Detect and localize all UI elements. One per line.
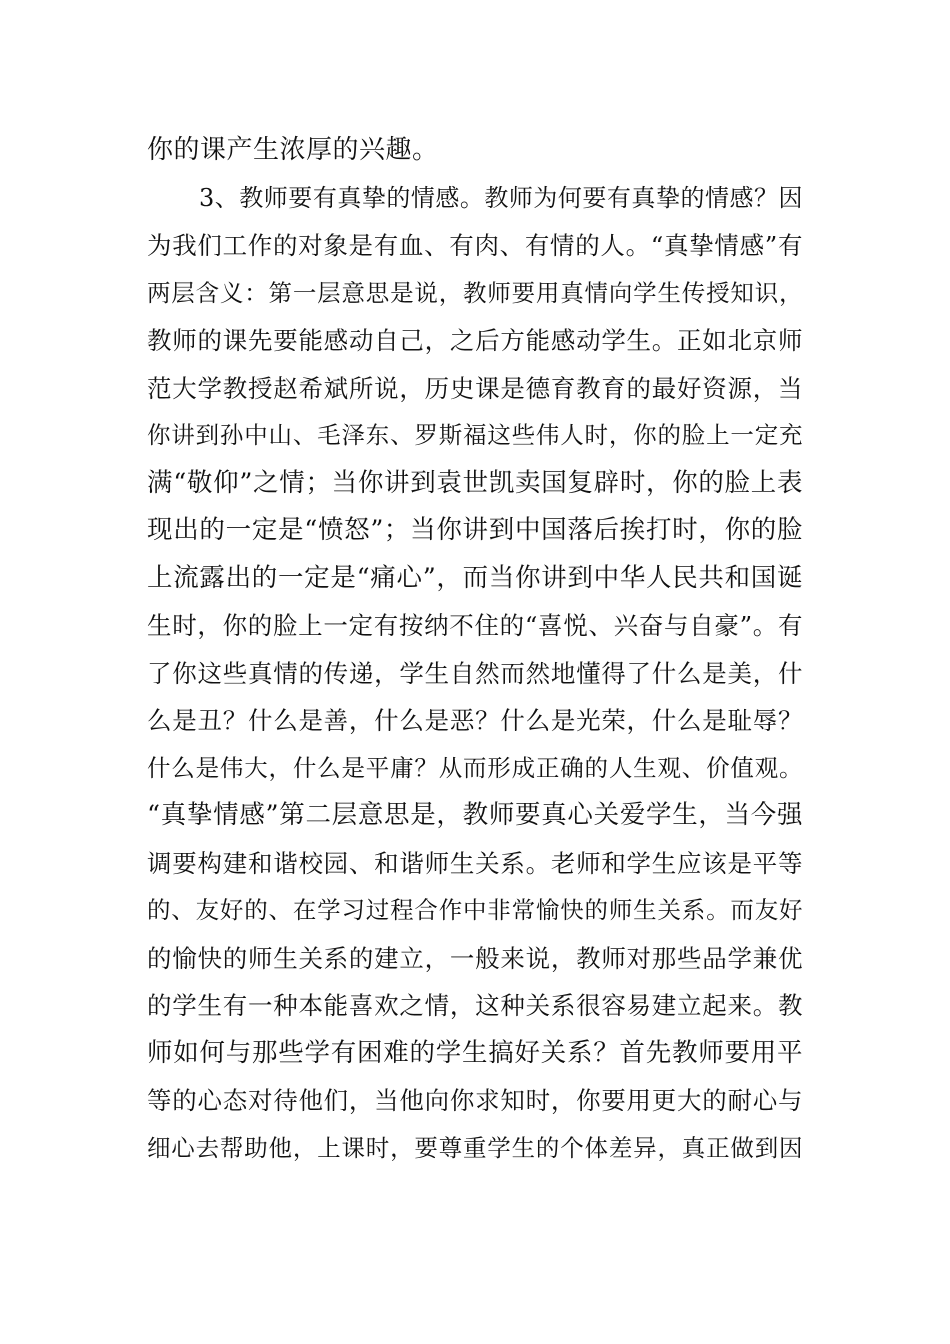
text-line: 的愉快的师生关系的建立，一般来说，教师对那些品学兼优 [147,943,803,973]
text-line: 满“敬仰”之情；当你讲到袁世凯卖国复辟时，你的脸上表 [147,467,803,498]
text-line: 师如何与那些学有困难的学生搞好关系？首先教师要用平 [147,1037,803,1068]
text-line: 范大学教授赵希斌所说，历史课是德育教育的最好资源，当 [147,373,803,403]
text-line: 为我们工作的对象是有血、有肉、有情的人。“真挚情感”有 [147,231,803,260]
text-line: 教师的课先要能感动自己，之后方能感动学生。正如北京师 [147,326,803,355]
text-line: 了你这些真情的传递，学生自然而然地懂得了什么是美，什 [147,658,803,688]
text-line: 等的心态对待他们，当他向你求知时，你要用更大的耐心与 [147,1086,803,1115]
text-line: 你讲到孙中山、毛泽东、罗斯福这些伟人时，你的脸上一定充 [147,421,803,449]
text-line: 的、友好的、在学习过程合作中非常愉快的师生关系。而友好 [147,896,803,924]
text-line: 现出的一定是“愤怒”；当你讲到中国落后挨打时，你的脸 [147,515,803,545]
text-line: 细心去帮助他，上课时，要尊重学生的个体差异，真正做到因 [147,1133,803,1162]
text-line: 3、教师要有真挚的情感。教师为何要有真挚的情感？因 [199,183,803,212]
text-line: “真挚情感”第二层意思是，教师要真心关爱学生，当今强 [147,800,803,830]
text-line: 你的课产生浓厚的兴趣。 [147,135,439,165]
text-line: 什么是伟大，什么是平庸？从而形成正确的人生观、价值观。 [147,753,803,782]
body-text [147,127,803,1172]
text-line: 上流露出的一定是“痛心”，而当你讲到中华人民共和国诞 [147,562,803,593]
text-line: 么是丑？什么是善，什么是恶？什么是光荣，什么是耻辱？ [147,706,803,735]
text-line: 生时，你的脸上一定有按纳不住的“喜悦、兴奋与自豪”。有 [147,611,803,640]
text-line: 调要构建和谐校园、和谐师生关系。老师和学生应该是平等 [147,848,803,878]
text-line: 的学生有一种本能喜欢之情，这种关系很容易建立起来。教 [147,991,803,1020]
text-line: 两层含义：第一层意思是说，教师要用真情向学生传授知识， [147,278,803,307]
